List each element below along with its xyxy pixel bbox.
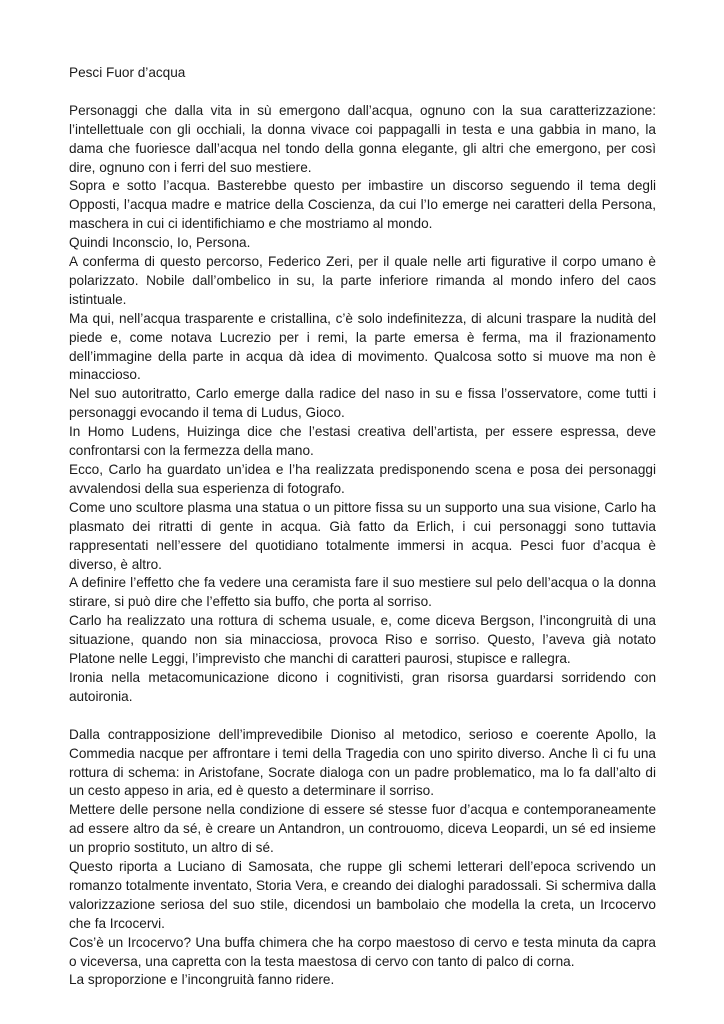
paragraph: In Homo Ludens, Huizinga dice che l’estasi creativa dell’artista, per essere espressa, deve confrontarsi con la fermezza della mano. [69,424,656,459]
paragraph: Cos’è un Ircocervo? Una buffa chimera che ha corpo maestoso di cervo e testa minuta da capra o viceversa, una capretta con la testa maestosa di cervo con tanto di palco di corna. [69,934,656,969]
paragraph: Ironia nella metacomunicazione dicono i cognitivisti, gran risorsa guardarsi sorridendo con autoironia. [69,669,656,704]
paragraph: Quindi Inconscio, Io, Persona. [69,235,251,251]
paragraph: Ecco, Carlo ha guardato un’idea e l’ha realizzata predisponendo scena e posa dei personaggi avvalendosi della sua esperienza di fotografo. [69,462,656,496]
paragraph: A definire l’effetto che fa vedere una ceramista fare il suo mestiere sul pelo dell’acqua o la donna stirare, si può dire che l’effetto sia buffo, che porta al sorriso. [69,575,656,610]
document-page [69,64,656,990]
paragraph: Sopra e sotto l’acqua. Basterebbe questo per imbastire un discorso seguendo il tema degli Opposti, l’acqua madre e matrice della Coscienza, da cui l’Io emerge nei caratteri della Persona, maschera in cui ci identifichiamo e che mostriamo al mondo. [69,178,656,232]
document-title: Pesci Fuor d’acqua [69,65,186,80]
paragraph: La sproporzione e l’incongruità fanno ridere. [69,972,335,988]
paragraph: Personaggi che dalla vita in sù emergono dall’acqua, ognuno con la sua caratterizzazione: l’intellettuale con gli occhiali, la donna vivace coi pappagalli in testa e una gabbia in mano, la dama che fuoriesce dall’acqua nel tondo della gonna elegante, gli altri che emergono, per così dire, ognuno con i ferri del suo mestiere. [69,102,656,175]
paragraph: Mettere delle persone nella condizione di essere sé stesse fuor d’acqua e contemporaneamente ad essere altro da sé, è creare un Antandron, un controuomo, diceva Leopardi, un sé ed insieme un proprio sostituto, un altro di sé. [69,802,656,856]
paragraph: Ma qui, nell’acqua trasparente e cristallina, c’è solo indefinitezza, di alcuni traspare la nudità del piede e, come notava Lucrezio per i remi, la parte emersa è ferma, ma il frazionamento dell’immagine della parte in acqua dà idea di movimento. Qualcosa sotto si muove ma non è minaccioso. [69,310,656,383]
paragraph: Come uno scultore plasma una statua o un pittore fissa su un supporto una sua visione, Carlo ha plasmato dei ritratti di gente in acqua. Già fatto da Erlich, i cui personaggi sono tuttavia rappresentati nell’essere del quotidiano totalmente immersi in acqua. Pesci fuor d’acqua è diverso, è altro. [69,499,656,572]
paragraph: Dalla contrapposizione dell’imprevedibile Dioniso al metodico, serioso e coerente Apollo, la Commedia nacque per affrontare i temi della Tragedia con uno spirito diverso. Anche lì ci fu una rottura di schema: in Aristofane, Socrate dialoga con un padre problematico, ma lo fa dall’alto di un cesto appeso in aria, ed è questo a determinare il sorriso. [69,726,656,799]
paragraph: Nel suo autoritratto, Carlo emerge dalla radice del naso in su e fissa l’osservatore, come tutti i personaggi evocando il tema di Ludus, Gioco. [69,386,656,421]
paragraph: Questo riporta a Luciano di Samosata, che ruppe gli schemi letterari dell’epoca scrivendo un romanzo totalmente inventato, Storia Vera, e creando dei dialoghi paradossali. Si schermiva dalla valorizzazione seriosa del suo stile, dicendosi un bambolaio che modella la creta, un Ircocervo che fa Ircocervi. [69,859,656,931]
paragraph: Carlo ha realizzato una rottura di schema usuale, e, come diceva Bergson, l’incongruità di una situazione, quando non sia minacciosa, provoca Riso e sorriso. Questo, l’aveva già notato Platone nelle Leggi, l’imprevisto che manchi di caratteri paurosi, stupisce e rallegra. [69,613,656,667]
paragraph-spacer [69,707,656,726]
paragraph: A conferma di questo percorso, Federico Zeri, per il quale nelle arti figurative il corpo umano è polarizzato. Nobile dall’ombelico in su, la parte inferiore rimanda al mondo infero del caos istintuale. [69,254,656,307]
